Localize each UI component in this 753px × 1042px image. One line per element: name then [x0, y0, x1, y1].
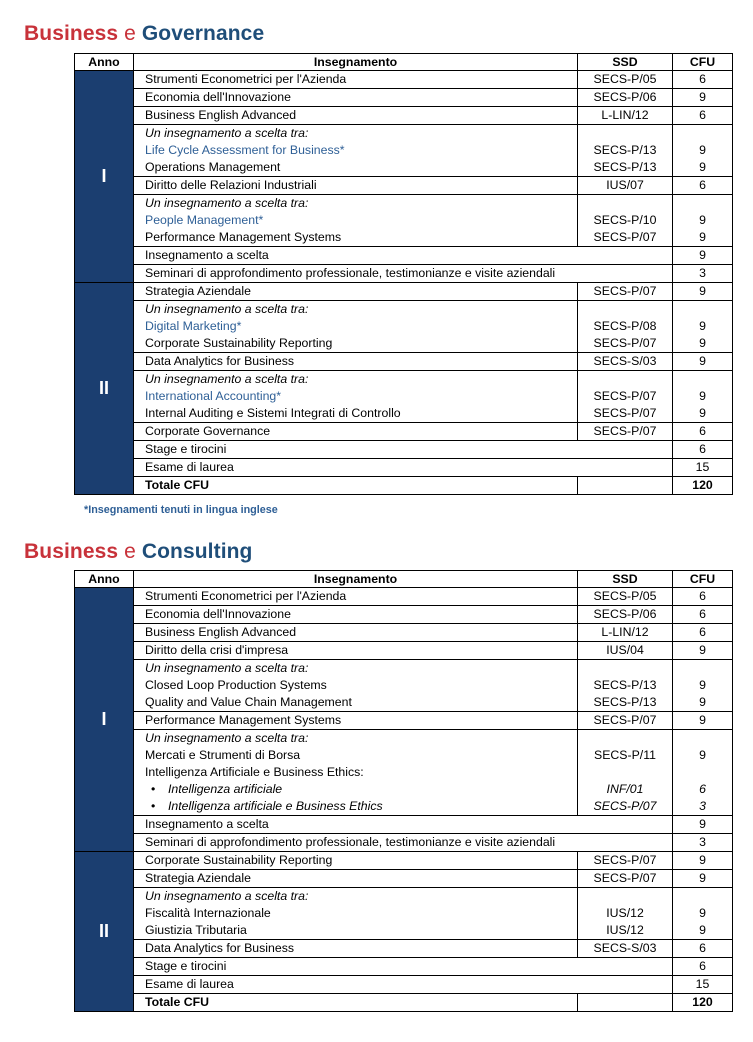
course-name: Strategia Aziendale: [145, 284, 251, 298]
course-name: Un insegnamento a scelta tra:: [145, 889, 309, 903]
cfu-value: 6: [699, 108, 706, 122]
course-cell: [134, 265, 673, 283]
course-name: Corporate Sustainability Reporting: [145, 853, 333, 867]
table-row: [75, 588, 733, 606]
cfu-value: 9: [699, 817, 706, 831]
ssd-cell: [578, 125, 673, 177]
total-label: [134, 994, 578, 1012]
cfu-cell: [673, 195, 733, 247]
table-row: [75, 125, 733, 177]
course-cell: [134, 624, 578, 642]
ssd-value: [578, 195, 672, 212]
table-row: [75, 353, 733, 371]
course-name: Un insegnamento a scelta tra:: [145, 372, 309, 386]
cfu-cell: [673, 712, 733, 730]
cfu-value: [673, 888, 732, 905]
course-name: Life Cycle Assessment for Business*: [145, 143, 345, 157]
course-name: Diritto delle Relazioni Industriali: [145, 178, 317, 192]
ssd-cell: [578, 423, 673, 441]
ssd-value: SECS-P/07: [593, 424, 657, 438]
cfu-value: 15: [695, 460, 710, 474]
cfu-value: 9: [699, 748, 706, 762]
total-ssd-blank: [578, 477, 673, 495]
course-cell: [134, 125, 578, 177]
cfu-cell: [673, 89, 733, 107]
course-name: Un insegnamento a scelta tra:: [145, 661, 309, 675]
header-anno: Anno: [75, 571, 134, 588]
ssd-value: SECS-P/05: [593, 589, 657, 603]
course-cell: [134, 301, 578, 353]
cfu-cell: [673, 834, 733, 852]
course-cell: [134, 283, 578, 301]
ssd-value: SECS-P/07: [593, 799, 657, 813]
course-cell: [134, 888, 578, 940]
ssd-value: IUS/07: [606, 178, 644, 192]
ssd-cell: [578, 177, 673, 195]
course-cell: [134, 730, 578, 816]
table-row: [75, 834, 733, 852]
header-insegnamento: Insegnamento: [134, 54, 578, 71]
section-title-governance: Business e Governance: [24, 22, 265, 45]
cfu-cell: [673, 888, 733, 940]
table-row: [75, 852, 733, 870]
ssd-cell: [578, 870, 673, 888]
total-cfu: [673, 477, 733, 495]
course-cell: [134, 976, 673, 994]
course-name: • Intelligenza artificiale e Business Ethics: [145, 798, 577, 815]
course-cell: [134, 660, 578, 712]
cfu-cell: [673, 852, 733, 870]
ssd-cell: [578, 588, 673, 606]
cfu-value: 9: [699, 923, 706, 937]
cfu-cell: [673, 816, 733, 834]
course-name: Stage e tirocini: [145, 959, 227, 973]
course-cell: [134, 816, 673, 834]
table-row: [75, 107, 733, 125]
header-cfu: CFU: [673, 54, 733, 71]
header-anno: Anno: [75, 54, 134, 71]
ssd-cell: [578, 283, 673, 301]
ssd-value: L-LIN/12: [601, 108, 649, 122]
ssd-value: SECS-P/10: [593, 213, 657, 227]
table-row: [75, 283, 733, 301]
ssd-cell: [578, 107, 673, 125]
ssd-value: SECS-P/13: [593, 160, 657, 174]
table-row: [75, 976, 733, 994]
total-row: [75, 994, 733, 1012]
course-name: Seminari di approfondimento professionale, testimonianze e visite aziendali: [145, 266, 556, 280]
ssd-value: SECS-P/13: [593, 143, 657, 157]
cfu-value: 9: [699, 284, 706, 298]
course-cell: [134, 588, 578, 606]
ssd-value: [578, 125, 672, 142]
ssd-value: [578, 301, 672, 318]
course-name: Strumenti Econometrici per l'Azienda: [145, 589, 347, 603]
cfu-value: 6: [699, 72, 706, 86]
course-name: Business English Advanced: [145, 625, 297, 639]
total-cfu: [673, 994, 733, 1012]
ssd-cell: [578, 712, 673, 730]
cfu-cell: [673, 624, 733, 642]
ssd-cell: [578, 195, 673, 247]
ssd-value: SECS-P/07: [593, 713, 657, 727]
course-name: Performance Management Systems: [145, 713, 342, 727]
course-name: People Management*: [145, 213, 264, 227]
curriculum-table-governance: [74, 53, 733, 495]
course-name: Corporate Sustainability Reporting: [145, 336, 333, 350]
course-name: Fiscalità Internazionale: [145, 906, 271, 920]
header-ssd: SSD: [578, 54, 673, 71]
table-row: [75, 816, 733, 834]
cfu-cell: [673, 301, 733, 353]
year-cell: II: [75, 283, 134, 495]
header-cfu: CFU: [673, 571, 733, 588]
course-cell: [134, 177, 578, 195]
ssd-value: [578, 888, 672, 905]
cfu-value: [673, 301, 732, 318]
table-row: [75, 958, 733, 976]
course-name: Un insegnamento a scelta tra:: [145, 126, 309, 140]
cfu-cell: [673, 177, 733, 195]
course-name: Seminari di approfondimento professionale, testimonianze e visite aziendali: [145, 835, 556, 849]
course-name: Insegnamento a scelta: [145, 248, 269, 262]
table-row: [75, 177, 733, 195]
ssd-value: [578, 371, 672, 388]
ssd-cell: [578, 940, 673, 958]
ssd-value: SECS-P/11: [594, 748, 656, 762]
course-name: Economia dell'Innovazione: [145, 607, 291, 621]
cfu-value: 9: [699, 713, 706, 727]
course-name: Giustizia Tributaria: [145, 923, 247, 937]
course-cell: [134, 195, 578, 247]
course-cell: [134, 870, 578, 888]
cfu-value: 9: [699, 871, 706, 885]
ssd-value: [578, 764, 672, 781]
ssd-value: SECS-P/07: [593, 336, 657, 350]
section-title-consulting: Business e Consulting: [24, 540, 253, 563]
course-name: • Intelligenza artificiale: [145, 781, 577, 798]
cfu-value: [673, 195, 732, 212]
course-cell: [134, 353, 578, 371]
table-row: [75, 712, 733, 730]
table-row: [75, 265, 733, 283]
cfu-value: 9: [699, 354, 706, 368]
ssd-value: SECS-P/07: [593, 853, 657, 867]
cfu-value: [673, 730, 732, 747]
cfu-value: 9: [699, 319, 706, 333]
table-row: [75, 423, 733, 441]
course-name: Mercati e Strumenti di Borsa: [145, 748, 301, 762]
table-row: [75, 606, 733, 624]
cfu-cell: [673, 247, 733, 265]
course-name: Stage e tirocini: [145, 442, 227, 456]
course-cell: [134, 712, 578, 730]
cfu-cell: [673, 976, 733, 994]
cfu-value: [673, 371, 732, 388]
course-cell: [134, 958, 673, 976]
cfu-cell: [673, 642, 733, 660]
course-name: Quality and Value Chain Management: [145, 695, 352, 709]
course-name: Closed Loop Production Systems: [145, 678, 327, 692]
year-cell: I: [75, 71, 134, 283]
header-ssd: SSD: [578, 571, 673, 588]
cfu-value: 6: [699, 442, 706, 456]
course-name: Data Analytics for Business: [145, 941, 294, 955]
cfu-value: 9: [699, 213, 706, 227]
course-cell: [134, 642, 578, 660]
ssd-cell: [578, 730, 673, 816]
cfu-value: 9: [699, 389, 706, 403]
cfu-value: [673, 660, 732, 677]
course-cell: [134, 423, 578, 441]
cfu-value: 3: [699, 799, 706, 813]
ssd-value: IUS/12: [606, 906, 644, 920]
cfu-cell: [673, 940, 733, 958]
ssd-cell: [578, 371, 673, 423]
cfu-value: [673, 125, 732, 142]
course-cell: [134, 852, 578, 870]
ssd-value: SECS-P/07: [593, 871, 657, 885]
ssd-value: L-LIN/12: [601, 625, 649, 639]
course-name: Performance Management Systems: [145, 230, 342, 244]
footnote-english: *Insegnamenti tenuti in lingua inglese: [84, 504, 278, 516]
course-name: Insegnamento a scelta: [145, 817, 269, 831]
course-cell: [134, 371, 578, 423]
cfu-cell: [673, 107, 733, 125]
ssd-value: SECS-P/05: [593, 72, 657, 86]
course-name: Internal Auditing e Sistemi Integrati di Controllo: [145, 406, 401, 420]
cfu-value: 15: [695, 977, 710, 991]
ssd-value: SECS-S/03: [593, 354, 657, 368]
year-cell: I: [75, 588, 134, 852]
course-name: Operations Management: [145, 160, 281, 174]
cfu-value: 6: [699, 625, 706, 639]
header-insegnamento: Insegnamento: [134, 571, 578, 588]
cfu-value: 6: [699, 589, 706, 603]
course-cell: [134, 459, 673, 477]
total-row: [75, 477, 733, 495]
ssd-value: [578, 660, 672, 677]
cfu-value: 6: [699, 424, 706, 438]
cfu-cell: [673, 870, 733, 888]
total-ssd-blank: [578, 994, 673, 1012]
ssd-value: SECS-P/07: [593, 284, 657, 298]
table-row: [75, 247, 733, 265]
ssd-value: SECS-P/06: [593, 90, 657, 104]
total-label-text: Totale CFU: [145, 478, 209, 492]
cfu-value: [673, 764, 732, 781]
ssd-value: [578, 730, 672, 747]
header-row: [75, 571, 733, 588]
year-cell: II: [75, 852, 134, 1012]
ssd-cell: [578, 89, 673, 107]
table-row: [75, 371, 733, 423]
course-name: Strumenti Econometrici per l'Azienda: [145, 72, 347, 86]
cfu-cell: [673, 371, 733, 423]
total-label-text: Totale CFU: [145, 995, 209, 1009]
curriculum-table-consulting: [74, 570, 733, 1012]
table-row: [75, 624, 733, 642]
cfu-value: 6: [699, 941, 706, 955]
cfu-value: 9: [699, 248, 706, 262]
ssd-value: INF/01: [606, 782, 644, 796]
cfu-value: 9: [699, 143, 706, 157]
table-row: [75, 71, 733, 89]
cfu-value: 9: [699, 906, 706, 920]
ssd-cell: [578, 606, 673, 624]
table-row: [75, 301, 733, 353]
cfu-value: 3: [699, 835, 706, 849]
ssd-value: SECS-P/06: [593, 607, 657, 621]
cfu-value: 6: [699, 607, 706, 621]
ssd-cell: [578, 71, 673, 89]
cfu-value: 6: [699, 959, 706, 973]
course-cell: [134, 107, 578, 125]
ssd-cell: [578, 624, 673, 642]
cfu-value: 9: [699, 695, 706, 709]
cfu-cell: [673, 125, 733, 177]
table-row: [75, 660, 733, 712]
course-name: Business English Advanced: [145, 108, 297, 122]
ssd-value: SECS-P/07: [593, 406, 657, 420]
table-row: [75, 441, 733, 459]
ssd-cell: [578, 642, 673, 660]
course-cell: [134, 89, 578, 107]
cfu-cell: [673, 730, 733, 816]
cfu-cell: [673, 441, 733, 459]
ssd-value: SECS-P/07: [593, 230, 657, 244]
total-cfu-value: 120: [692, 995, 713, 1009]
ssd-cell: [578, 888, 673, 940]
cfu-cell: [673, 958, 733, 976]
table-row: [75, 870, 733, 888]
ssd-value: SECS-S/03: [593, 941, 657, 955]
ssd-value: IUS/04: [606, 643, 644, 657]
ssd-cell: [578, 301, 673, 353]
cfu-value: 3: [699, 266, 706, 280]
cfu-cell: [673, 459, 733, 477]
course-name: Intelligenza Artificiale e Business Ethics:: [145, 765, 364, 779]
course-cell: [134, 940, 578, 958]
ssd-cell: [578, 353, 673, 371]
course-name: Un insegnamento a scelta tra:: [145, 731, 309, 745]
table-row: [75, 940, 733, 958]
course-name: International Accounting*: [145, 389, 282, 403]
course-name: Economia dell'Innovazione: [145, 90, 291, 104]
ssd-cell: [578, 660, 673, 712]
course-name: Corporate Governance: [145, 424, 271, 438]
course-cell: [134, 247, 673, 265]
cfu-value: 9: [699, 678, 706, 692]
cfu-cell: [673, 588, 733, 606]
cfu-cell: [673, 660, 733, 712]
cfu-value: 9: [699, 230, 706, 244]
course-name: Un insegnamento a scelta tra:: [145, 302, 309, 316]
course-name: Diritto della crisi d'impresa: [145, 643, 289, 657]
total-cfu-value: 120: [692, 478, 713, 492]
course-name: Strategia Aziendale: [145, 871, 251, 885]
table-row: [75, 730, 733, 816]
cfu-value: 6: [699, 782, 706, 796]
table-row: [75, 888, 733, 940]
ssd-cell: [578, 852, 673, 870]
course-cell: [134, 71, 578, 89]
course-cell: [134, 441, 673, 459]
course-cell: [134, 606, 578, 624]
course-name: Esame di laurea: [145, 460, 234, 474]
course-name: Data Analytics for Business: [145, 354, 294, 368]
total-label: [134, 477, 578, 495]
course-cell: [134, 834, 673, 852]
cfu-cell: [673, 71, 733, 89]
cfu-cell: [673, 265, 733, 283]
cfu-value: 6: [699, 178, 706, 192]
ssd-value: IUS/12: [606, 923, 644, 937]
cfu-value: 9: [699, 336, 706, 350]
cfu-value: 9: [699, 643, 706, 657]
cfu-value: 9: [699, 853, 706, 867]
cfu-cell: [673, 606, 733, 624]
cfu-cell: [673, 353, 733, 371]
table-row: [75, 195, 733, 247]
ssd-value: SECS-P/13: [593, 695, 657, 709]
course-name: Digital Marketing*: [145, 319, 242, 333]
ssd-value: SECS-P/13: [593, 678, 657, 692]
cfu-cell: [673, 283, 733, 301]
cfu-value: 9: [699, 160, 706, 174]
header-row: [75, 54, 733, 71]
table-row: [75, 89, 733, 107]
course-name: Esame di laurea: [145, 977, 234, 991]
cfu-cell: [673, 423, 733, 441]
cfu-value: 9: [699, 90, 706, 104]
cfu-value: 9: [699, 406, 706, 420]
ssd-value: SECS-P/08: [593, 319, 657, 333]
table-row: [75, 459, 733, 477]
course-name: Un insegnamento a scelta tra:: [145, 196, 309, 210]
table-row: [75, 642, 733, 660]
ssd-value: SECS-P/07: [593, 389, 657, 403]
